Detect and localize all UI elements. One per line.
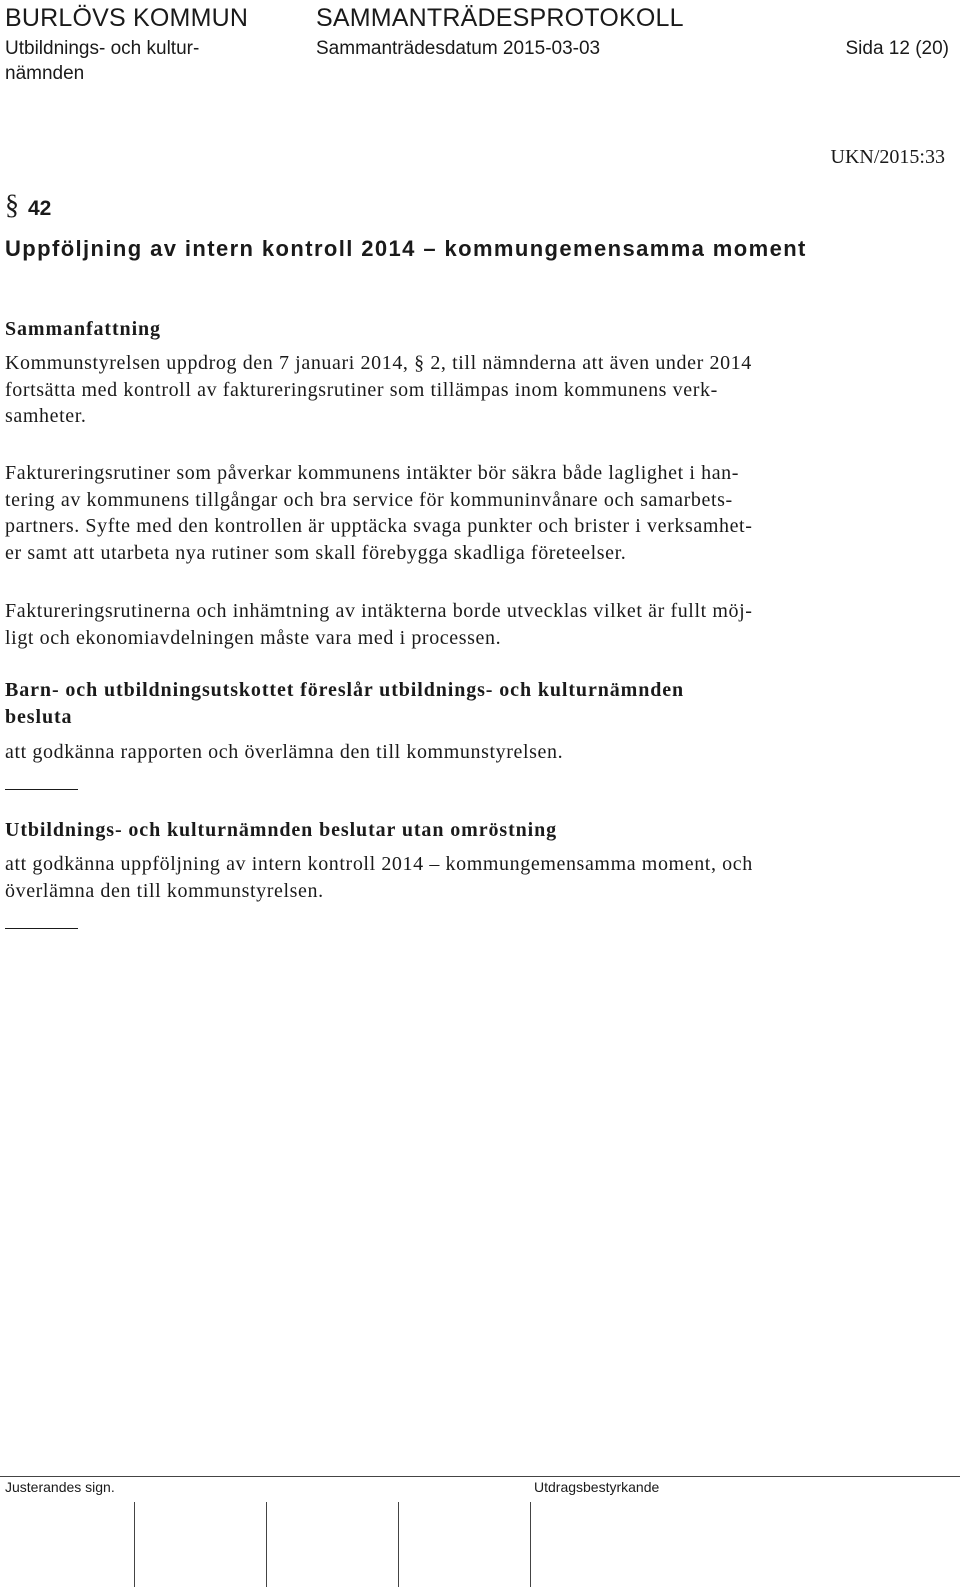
text-line: Faktureringsrutiner som påverkar kommunens intäkter bör säkra både laglighet i han- bbox=[5, 462, 740, 484]
committee-name-line2: nämnden bbox=[5, 63, 85, 84]
separator-line bbox=[5, 789, 78, 790]
footer-rule bbox=[0, 1476, 960, 1477]
signature-cell-divider bbox=[134, 1502, 135, 1587]
proposal-heading-line1: Barn- och utbildningsutskottet föreslår utbildnings- och kulturnämnden bbox=[5, 679, 685, 701]
municipality-name: BURLÖVS KOMMUN bbox=[5, 4, 249, 32]
signature-cell-divider bbox=[398, 1502, 399, 1587]
decision-text bbox=[5, 851, 945, 904]
text-line: att godkänna uppföljning av intern kontroll 2014 – kommungemensamma moment, och bbox=[5, 853, 753, 875]
meeting-date: Sammanträdesdatum 2015-03-03 bbox=[316, 38, 601, 59]
text-line: er samt att utarbeta nya rutiner som skall förebygga skadliga företeelser. bbox=[5, 541, 627, 564]
text-line: ligt och ekonomiavdelningen måste vara med i processen. bbox=[5, 626, 502, 649]
text-line: tering av kommunens tillgångar och bra service för kommuninvånare och samarbets- bbox=[5, 488, 733, 511]
summary-paragraph-3 bbox=[5, 598, 945, 651]
committee-name-line1: Utbildnings- och kultur- bbox=[5, 38, 200, 59]
summary-heading: Sammanfattning bbox=[5, 318, 161, 340]
text-line: samheter. bbox=[5, 405, 87, 427]
text-line: Kommunstyrelsen uppdrog den 7 januari 2014, § 2, till nämnderna att även under 2014 bbox=[5, 352, 752, 374]
text-line: överlämna den till kommunstyrelsen. bbox=[5, 879, 324, 902]
text-line: fortsätta med kontroll av faktureringsrutiner som tillämpas inom kommunens verk- bbox=[5, 378, 718, 401]
section-number: 42 bbox=[28, 197, 52, 220]
text-line: Faktureringsrutinerna och inhämtning av intäkterna borde utvecklas vilket är fullt möj- bbox=[5, 600, 753, 622]
section-symbol: § bbox=[5, 190, 19, 221]
section-title: Uppföljning av intern kontroll 2014 – kommungemensamma moment bbox=[5, 236, 807, 261]
document-type: SAMMANTRÄDESPROTOKOLL bbox=[316, 4, 684, 32]
text-line: partners. Syfte med den kontrollen är upptäcka svaga punkter och brister i verksamhet- bbox=[5, 515, 753, 537]
text-line: att godkänna rapporten och överlämna den till kommunstyrelsen. bbox=[5, 741, 564, 763]
separator-line bbox=[5, 928, 78, 929]
extract-certification-label: Utdragsbestyrkande bbox=[534, 1479, 660, 1495]
proposal-heading-line2: besluta bbox=[5, 706, 73, 728]
summary-paragraph-2 bbox=[5, 460, 945, 566]
proposal-text bbox=[5, 739, 945, 766]
case-reference: UKN/2015:33 bbox=[830, 146, 945, 168]
summary-paragraph-1 bbox=[5, 350, 945, 430]
page-number: Sida 12 (20) bbox=[845, 38, 949, 59]
signature-cell-divider bbox=[530, 1502, 531, 1587]
signature-cell-divider bbox=[266, 1502, 267, 1587]
decision-heading: Utbildnings- och kulturnämnden beslutar utan omröstning bbox=[5, 819, 558, 841]
signature-label: Justerandes sign. bbox=[5, 1479, 115, 1495]
